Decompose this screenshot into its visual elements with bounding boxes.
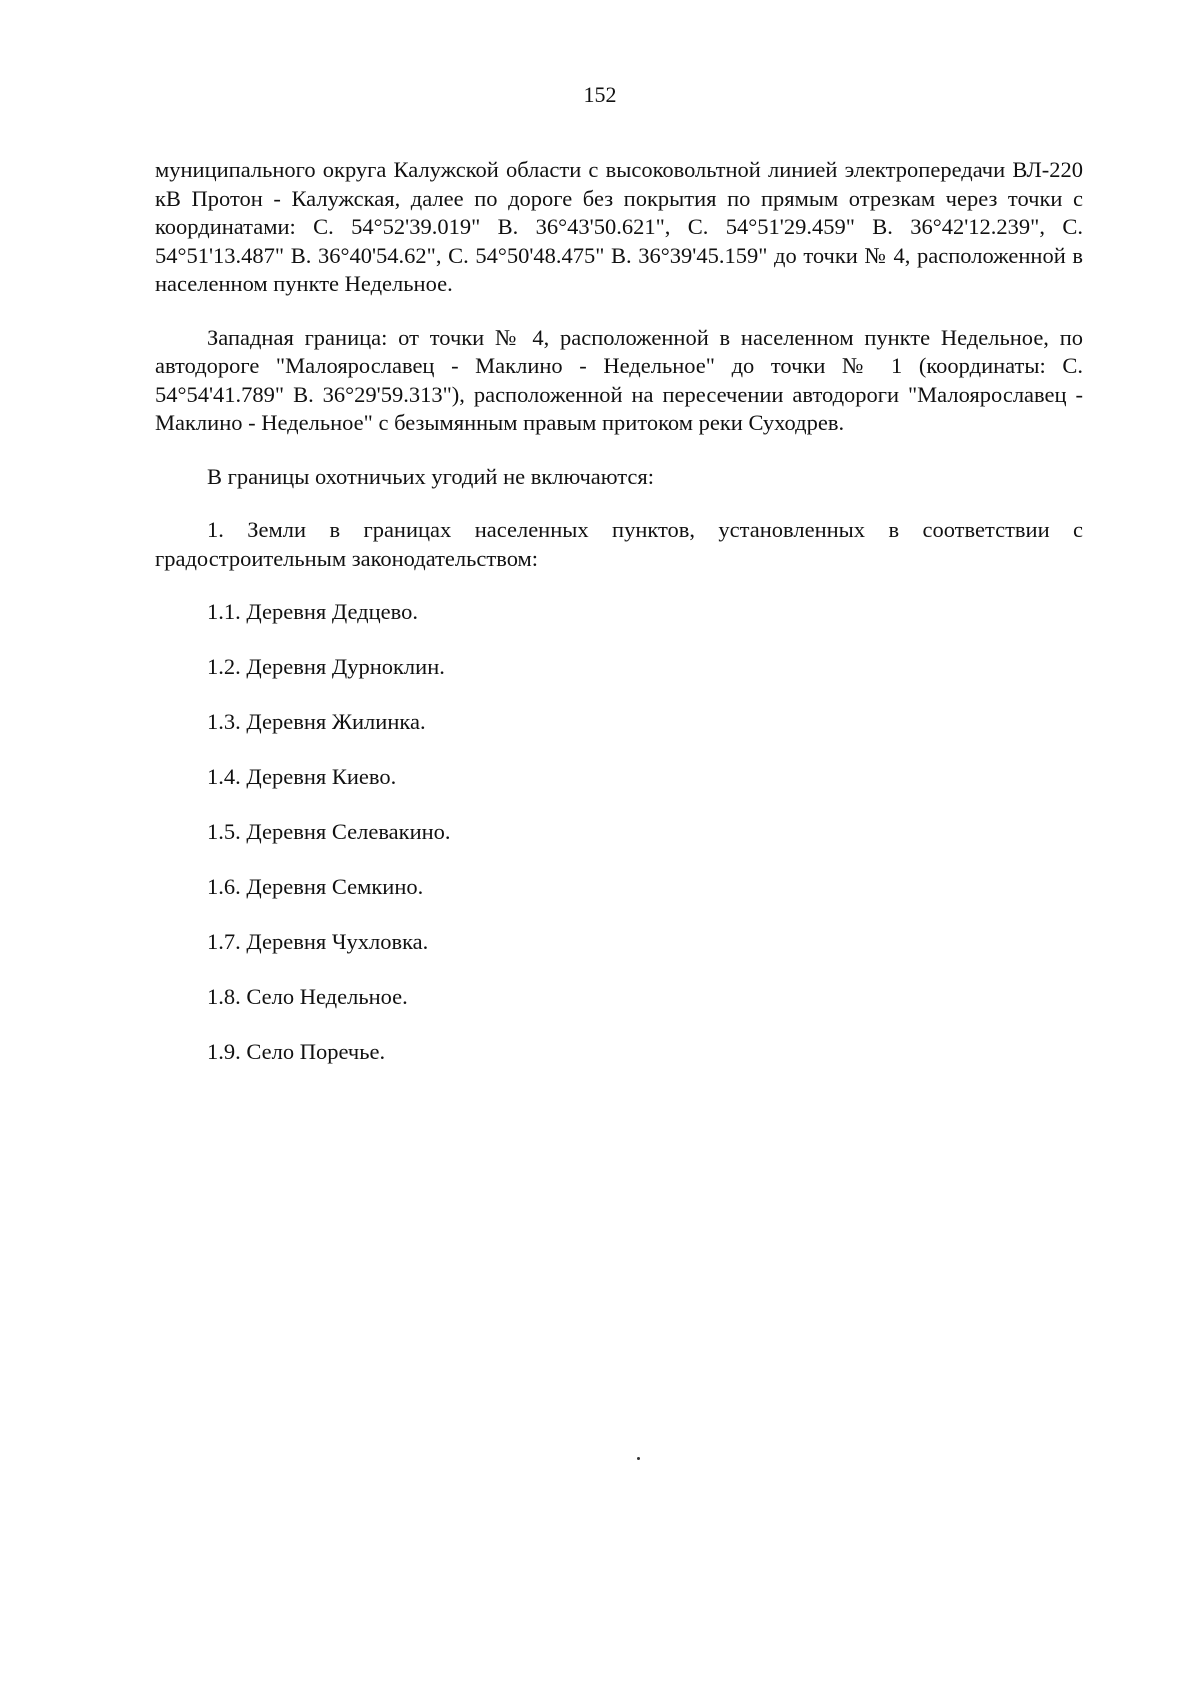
page-number: 152 [583,82,617,107]
settlement-list [155,598,1083,1066]
list-item: 1.4. Деревня Киево. [207,764,397,789]
list-item: 1.5. Деревня Селевакино. [207,819,451,844]
scan-speck [637,1457,640,1460]
list-item: 1.7. Деревня Чухловка. [207,929,429,954]
list-item: 1.3. Деревня Жилинка. [207,709,426,734]
list-item: 1.8. Село Недельное. [207,984,408,1009]
paragraph-settlement-lands: 1. Земли в границах населенных пунктов, установленных в соответствии с градостроительным законодательством: [155,517,1083,571]
document-body [155,156,1083,1093]
paragraph-boundary-continuation: муниципального округа Калужской области с высоковольтной линией электропередачи ВЛ-220 кВ Протон - Калужская, далее по дороге без покрытия по прямым отрезкам через точки с координатами: С. 54°52'39.019" В. 36°43'50.621", С. 54°51'29.459" В. 36°42'12.239", С. 54°51'13.487" В. 36°40'54.62", С. 54°50'48.475" В. 36°39'45.159" до точки № 4, расположенной в населенном пункте Недельное. [155,157,1083,296]
list-item: 1.2. Деревня Дурноклин. [207,654,445,679]
list-item: 1.9. Село Поречье. [207,1039,386,1064]
paragraph-exclusions-heading: В границы охотничьих угодий не включаются: [207,463,654,489]
paragraph-western-boundary: Западная граница: от точки № 4, расположенной в населенном пункте Недельное, по автодороге "Малоярославец - Маклино - Недельное" до точки № 1 (координаты: С. 54°54'41.789" В. 36°29'59.313"), расположенной на пересечении автодороги "Малоярославец - Маклино - Недельное" с безымянным правым притоком реки Суходрев. [155,324,1083,435]
list-item: 1.6. Деревня Семкино. [207,874,424,899]
list-item: 1.1. Деревня Дедцево. [207,599,418,624]
